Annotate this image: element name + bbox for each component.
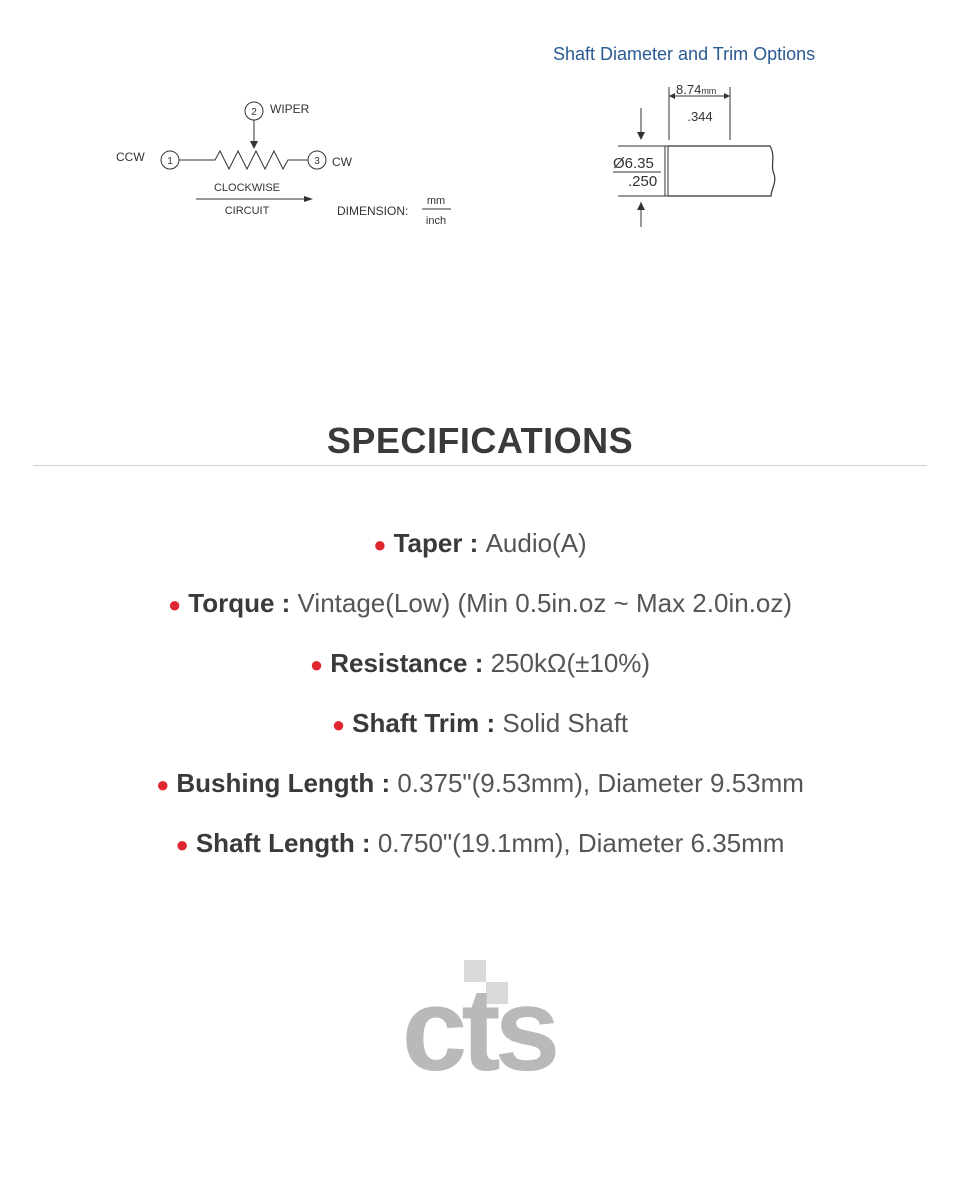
spec-item-taper xyxy=(0,520,960,580)
spec-item-resistance xyxy=(0,640,960,700)
spec-value: Solid Shaft xyxy=(502,708,629,738)
spec-label: Shaft Trim : xyxy=(352,708,496,738)
circuit-label: CIRCUIT xyxy=(224,205,270,217)
width-mm-value: 8.74mm xyxy=(676,82,717,97)
wiper-arrow-head xyxy=(250,141,258,149)
pin3-label: 3 xyxy=(314,156,320,167)
spec-item-bushing-length xyxy=(0,760,960,820)
spec-label: Bushing Length : xyxy=(176,768,391,798)
specifications-heading: SPECIFICATIONS xyxy=(326,420,634,461)
unit-mm-label: mm xyxy=(426,195,446,207)
spec-label: Resistance : xyxy=(330,648,484,678)
dia-arrow-bottom-head xyxy=(637,202,645,210)
bullet-icon: ● xyxy=(309,652,324,677)
spec-list xyxy=(0,520,960,880)
spec-item-shaft-length xyxy=(0,820,960,880)
spec-label: Torque : xyxy=(188,588,291,618)
section-divider xyxy=(33,465,927,466)
dia-arrow-top-head xyxy=(637,132,645,140)
circuit-diagram xyxy=(0,0,500,260)
width-inch-value: .344 xyxy=(687,109,713,124)
spec-item-shaft-trim xyxy=(0,700,960,760)
spec-label: Shaft Length : xyxy=(195,828,371,858)
bullet-icon: ● xyxy=(331,712,346,737)
bullet-icon: ● xyxy=(175,832,189,857)
spec-item-torque xyxy=(0,580,960,640)
resistor-symbol xyxy=(179,151,308,169)
dimension-label: DIMENSION: xyxy=(337,204,409,218)
shaft-chamfer xyxy=(665,146,668,196)
unit-inch-label: inch xyxy=(425,215,447,227)
bullet-icon: ● xyxy=(156,772,170,797)
spec-label: Taper : xyxy=(393,528,479,558)
circuit-arrow-head xyxy=(304,196,313,202)
width-arrow-right xyxy=(724,93,730,99)
width-arrow-left xyxy=(669,93,675,99)
shaft-diagram xyxy=(600,75,800,235)
cw-label: CW xyxy=(332,155,352,169)
spec-value: 0.375"(9.53mm), Diameter 9.53mm xyxy=(397,768,804,798)
logo-wordmark: cts xyxy=(401,964,555,1078)
cts-logo xyxy=(378,958,578,1078)
pin2-label: 2 xyxy=(251,107,257,118)
spec-value: 250kΩ(±10%) xyxy=(490,648,651,678)
spec-value: 0.750"(19.1mm), Diameter 6.35mm xyxy=(377,828,785,858)
clockwise-label: CLOCKWISE xyxy=(213,182,281,194)
wiper-label: WIPER xyxy=(270,102,310,116)
dia-mm-value: Ø6.35 xyxy=(613,155,654,172)
bullet-icon: ● xyxy=(373,532,387,557)
spec-value: Vintage(Low) (Min 0.5in.oz ~ Max 2.0in.oz) xyxy=(297,588,793,618)
ccw-label: CCW xyxy=(116,150,145,164)
spec-value: Audio(A) xyxy=(485,528,587,558)
bullet-icon: ● xyxy=(167,592,182,617)
dia-inch-value: .250 xyxy=(628,173,658,190)
shaft-options-title: Shaft Diameter and Trim Options xyxy=(553,44,816,64)
pin1-label: 1 xyxy=(167,156,173,167)
shaft-body xyxy=(668,146,775,196)
